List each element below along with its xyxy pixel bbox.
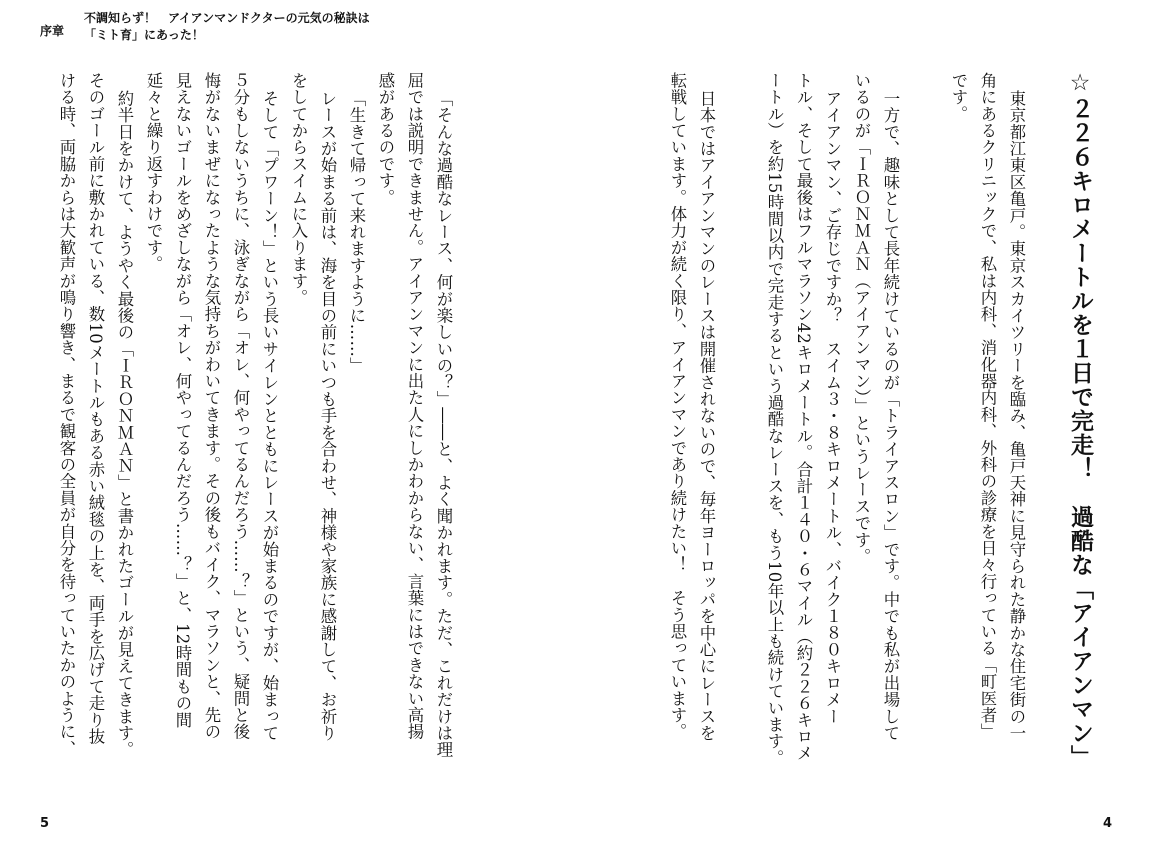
running-header-title — [84, 10, 370, 44]
paragraph-line: をしてからスイムに入ります。 — [289, 72, 308, 306]
paragraph-line: 角にあるクリニックで、私は内科、消化器内科、外科の診療を日々行っている「町医者」 — [978, 72, 997, 740]
paragraph-line: いるのが「ＩＲＯＮＭＡＮ（アイアンマン）」というレースです。 — [852, 72, 871, 565]
header-title-line: 不調知らず！ アイアンマンドクターの元気の秘訣は — [84, 11, 370, 25]
paragraph-line: レースが始まる前は、海を目の前にいつも手を合わせ、神様や家族に感謝して、お祈り — [318, 90, 337, 742]
star-outline-icon: ☆ — [1067, 70, 1093, 97]
paragraph-line: そして「プワーン！」という長いサイレンとともにレースが始まるのですが、始まって — [260, 90, 279, 742]
paragraph-line: アイアンマン、ご存じですか？ スイム３・８キロメートル、バイク１８０キロメー — [823, 90, 842, 725]
paragraph-line: トル、そして最後はフルマラソン42キロメートル。合計１４０・６マイル（約２２６キロメ — [794, 72, 813, 762]
page-number-left: 5 — [40, 816, 50, 831]
paragraph-line: 延々と繰り返すわけです。 — [144, 72, 163, 273]
paragraph-line: 一方で、趣味として長年続けているのが「トライアスロン」です。中でも私が出場して — [881, 90, 900, 742]
paragraph-line: 屈では説明できません。アイアンマンに出た人にしかわからない、言葉にはできない高揚 — [405, 72, 424, 740]
header-title-line: 「ミト育」にあった！ — [84, 28, 204, 42]
paragraph-line: 日本ではアイアンマンのレースは開催されないので、毎年ヨーロッパを中心にレースを — [697, 90, 716, 742]
paragraph-line: 感があるのです。 — [376, 72, 395, 206]
paragraph-line: 転戦しています。体力が続く限り、アイアンマンであり続けたい！ そう思っています。 — [668, 72, 687, 740]
paragraph-line: 見えないゴールをめざしながら「オレ、何やってるんだろう……？」と、12時間もの間 — [173, 72, 192, 729]
paragraph-line: 東京都江東区亀戸。東京スカイツリーを臨み、亀戸天神に見守られた静かな住宅街の一 — [1007, 90, 1026, 742]
paragraph-line: ートル）を約15時間以内で完走するという過酷なレースを、もう10年以上も続けています。 — [765, 72, 784, 767]
paragraph-line: 約半日をかけて、ようやく最後の「ＩＲＯＮＭＡＮ」と書かれたゴールが見えてきます。 — [115, 90, 134, 758]
page-number-right: 4 — [1102, 816, 1112, 831]
chapter-label: 序章 — [40, 24, 65, 38]
paragraph-line: そのゴール前に敷かれている、数10メートルもある赤い絨毯の上を、両手を広げて走り抜 — [86, 72, 105, 745]
section-heading — [1064, 70, 1097, 769]
paragraph-line: 「生きて帰って来れますように……」 — [347, 90, 366, 374]
paragraph-line: 悔がないまぜになったような気持ちがわいてきます。その後もバイク、マラソンと、先の — [202, 72, 221, 740]
paragraph-line: ５分もしないうちに、泳ぎながら「オレ、何やってるんだろう……？」という、疑問と後 — [231, 72, 250, 740]
paragraph-line: 「そんな過酷なレース、何が楽しいの？」――と、よく聞かれます。ただ、これだけは理 — [434, 90, 453, 758]
paragraph-line: ける時、両脇からは大歓声が鳴り響き、まるで観客の全員が自分を待っていたかのように、 — [57, 72, 76, 757]
section-heading-text: ２２６キロメートルを１日で完走！ 過酷な「アイアンマン」 — [1067, 97, 1093, 769]
paragraph-line: です。 — [949, 72, 968, 123]
